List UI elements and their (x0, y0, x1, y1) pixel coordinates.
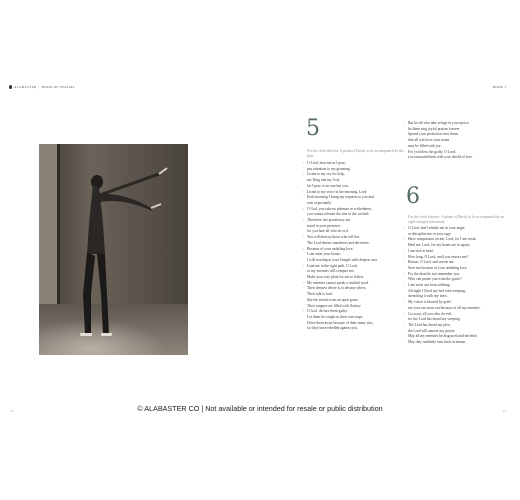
verse-line: • My enemies cannot speak a truthful word. (307, 281, 378, 287)
verse-line: you cannot tolerate the sins of the wicked. (307, 212, 370, 217)
verse-line: The Lord detests murderers and deceivers. (307, 240, 370, 245)
drop-icon (9, 85, 12, 89)
copyright-notice: © ALABASTER CO | Not available or intended for resale or public distribution (137, 404, 383, 413)
running-head-left (9, 85, 75, 89)
psalm-6-intro: For the choir director: A psalm of David, to be accompanied by an eight-stringed instrument. (408, 215, 505, 224)
verse-line: • Lead me in the right path, O Lord, (307, 264, 378, 270)
brand-name: ALABASTER (14, 85, 37, 89)
verse-line: I will worship at your Temple with deepest awe. (307, 257, 379, 262)
verse-line: drenching it with my tears. (408, 294, 448, 299)
verse-line: for I pray to no one but you. (307, 183, 349, 188)
verse-line: like the stench from an open grave. (307, 297, 359, 302)
verse-line: • You will destroy those who tell lies. (307, 235, 378, 241)
verse-line: Spread your protection over them, (408, 132, 459, 137)
verse-line: How long, O Lord, until you restore me? (408, 254, 469, 259)
verse-line: my eyes are worn out because of all my enemies. (408, 305, 481, 310)
psalm-6-text (408, 226, 481, 346)
verse-line: Their tongues are filled with flattery. (307, 303, 362, 308)
verse-line: you surround them with your shield of love. (408, 155, 473, 160)
dancer-photo (39, 144, 188, 355)
verse-line: May they suddenly turn back in shame. (408, 340, 467, 345)
book-title: BOOK OF PSALMS (41, 85, 75, 89)
verse-line: • O God, declare them guilty. (307, 309, 378, 315)
verse-line: my King and my God, (307, 178, 341, 183)
verse-line: Save me because of your unfailing love. (408, 265, 468, 270)
verse-line: pay attention to my groaning. (307, 166, 351, 171)
verse-line: • For you bless the godly, O Lord; (408, 150, 473, 156)
verse-line: • But let all who take refuge in you rejoice; (408, 121, 473, 127)
verse-line: • Have compassion on me, Lord, for I am weak. (408, 237, 481, 243)
verse-line: • Go away, all you who do evil, (408, 312, 481, 318)
verse-line: or discipline me in your rage. (408, 231, 452, 236)
verse-line: for they have rebelled against you. (307, 326, 358, 331)
verse-line: Their talk is foul, (307, 292, 333, 297)
verse-line: • Therefore, the proud may not (307, 218, 378, 224)
verse-line: • O God, you take no pleasure in wickedness; (307, 207, 378, 213)
verse-line: • The Lord has heard my plea; (408, 323, 481, 329)
verse-line: • I am worn out from sobbing. (408, 283, 481, 289)
verse-line: • O Lord, hear me as I pray; (307, 161, 378, 167)
running-head-right: BOOK I (492, 85, 506, 89)
psalm-5-text (307, 161, 378, 332)
page-number-left: 12 (10, 409, 14, 413)
dancer-illustration (39, 144, 188, 355)
verse-line: Who can praise you from the grave? (408, 277, 462, 282)
verse-line: let them sing joyful praises forever. (408, 126, 461, 131)
verse-line: Drive them away because of their many sins, (307, 320, 374, 325)
verse-line: • For the dead do not remember you. (408, 272, 481, 278)
verse-line: for you hate all who do evil. (307, 229, 349, 234)
psalm-5-intro: For the choir director. A psalm of David, to be accompanied by the flute. (307, 149, 404, 158)
verse-line: All night I flood my bed with weeping, (408, 288, 466, 293)
verse-line: wait expectantly. (307, 200, 332, 205)
verse-line: • I am sick at heart. (408, 249, 481, 255)
verse-line: • Return, O Lord, and rescue me. (408, 260, 481, 266)
verse-line: for the Lord has heard my weeping. (408, 317, 461, 322)
verse-line: Make your way plain for me to follow. (307, 275, 365, 280)
psalm-5-number: 5 (306, 116, 320, 141)
verse-line: the Lord will answer my prayer. (408, 328, 456, 333)
verse-line: that all who love your name (408, 138, 450, 143)
verse-line: • Because of your unfailing love, (307, 247, 378, 253)
psalm-5-continued (408, 121, 473, 161)
header-separator: | (38, 85, 40, 89)
verse-line: Heal me, Lord, for my bones are in agony. (408, 243, 471, 248)
verse-line: Let them be caught in their own traps. (307, 314, 364, 319)
verse-line: • Listen to my voice in the morning, Lord. (307, 190, 378, 196)
page-number-right: 13 (502, 409, 506, 413)
verse-line: • O Lord, don't rebuke me in your anger (408, 226, 481, 232)
verse-line: or my enemies will conquer me. (307, 269, 355, 274)
verse-line: • My vision is blurred by grief; (408, 300, 481, 306)
verse-line: may be filled with joy. (408, 143, 442, 148)
verse-line: stand in your presence, (307, 223, 341, 228)
verse-line: • May all my enemies be disgraced and terrified. (408, 334, 481, 340)
verse-line: I can enter your house; (307, 252, 341, 257)
verse-line: Their deepest desire is to destroy others. (307, 286, 367, 291)
psalm-6-number: 6 (406, 184, 420, 209)
verse-line: • Listen to my cry for help, (307, 172, 378, 178)
verse-line: Each morning I bring my requests to you and (307, 195, 374, 200)
